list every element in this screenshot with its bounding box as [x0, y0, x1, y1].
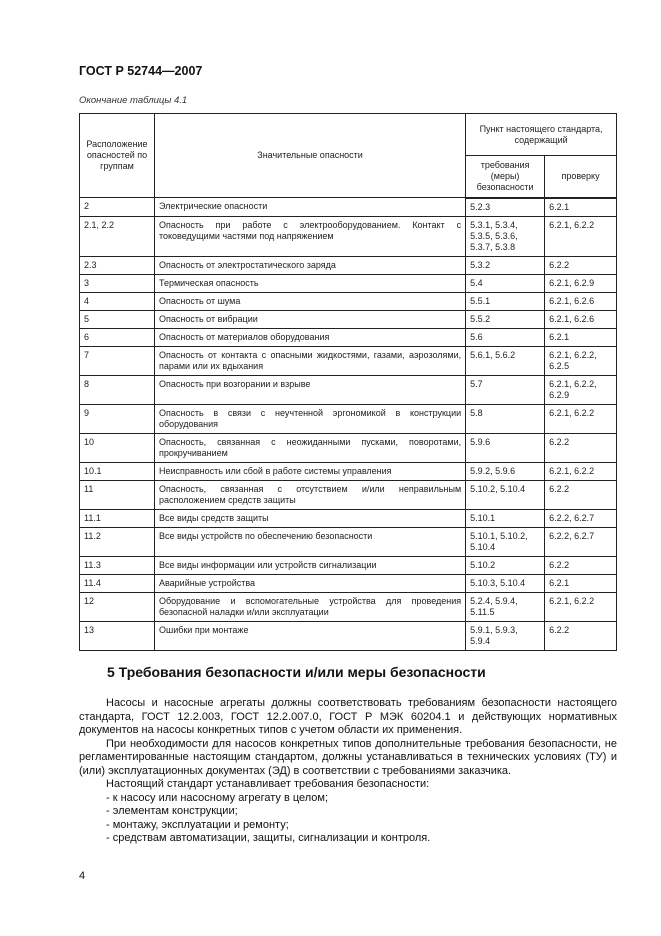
check-cell: 6.2.1, 6.2.2, 6.2.5 — [545, 346, 617, 375]
hazard-cell: Опасность от контакта с опасными жидкостями, газами, аэрозолями, парами или их вдыхания — [154, 346, 465, 375]
table-row — [80, 556, 617, 574]
hazard-cell: Опасность от материалов оборудования — [154, 328, 465, 346]
group-cell: 4 — [80, 292, 155, 310]
table-row — [80, 274, 617, 292]
check-cell: 6.2.2, 6.2.7 — [545, 527, 617, 556]
check-cell: 6.2.1 — [545, 328, 617, 346]
hazard-cell: Опасность, связанная с отсутствием и/или неправильным расположением средств защиты — [154, 480, 465, 509]
check-cell: 6.2.1, 6.2.2 — [545, 462, 617, 480]
group-cell: 9 — [80, 404, 155, 433]
paragraph: Настоящий стандарт устанавливает требования безопасности: — [106, 778, 430, 790]
requirements-cell: 5.4 — [466, 274, 545, 292]
check-cell: 6.2.1, 6.2.6 — [545, 292, 617, 310]
hazard-cell: Все виды средств защиты — [154, 509, 465, 527]
requirements-cell: 5.10.1, 5.10.2, 5.10.4 — [466, 527, 545, 556]
table-row — [80, 310, 617, 328]
hazard-cell: Опасность при работе с электрооборудованием. Контакт с токоведущими частями под напряжением — [154, 216, 465, 256]
requirements-cell: 5.6 — [466, 328, 545, 346]
group-cell: 5 — [80, 310, 155, 328]
requirements-cell: 5.5.1 — [466, 292, 545, 310]
requirements-cell: 5.3.2 — [466, 256, 545, 274]
group-cell: 8 — [80, 375, 155, 404]
hazard-cell: Термическая опасность — [154, 274, 465, 292]
table-row — [80, 527, 617, 556]
list-item: - средствам автоматизации, защиты, сигнализации и контроля. — [106, 832, 431, 844]
check-cell: 6.2.2 — [545, 256, 617, 274]
group-cell: 2 — [80, 198, 155, 217]
paragraph: При необходимости для насосов конкретных типов дополнительные требования безопасности, не регламентированные настоящим стандартом, должны устанавливаться в технических условиях (ТУ) и (или) эксплуатационных документах (ЭД) в соответствии с требованиями заказчика. — [79, 737, 617, 777]
table-row — [80, 433, 617, 462]
requirements-cell: 5.7 — [466, 375, 545, 404]
list-item: - монтажу, эксплуатации и ремонту; — [106, 818, 289, 831]
requirements-cell: 5.10.1 — [466, 509, 545, 527]
requirements-cell: 5.5.2 — [466, 310, 545, 328]
group-cell: 11.3 — [80, 556, 155, 574]
table-row — [80, 328, 617, 346]
requirements-cell: 5.6.1, 5.6.2 — [466, 346, 545, 375]
group-cell: 3 — [80, 274, 155, 292]
group-cell: 11.4 — [80, 574, 155, 592]
hazard-cell: Неисправность или сбой в работе системы управления — [154, 462, 465, 480]
requirements-cell: 5.9.1, 5.9.3, 5.9.4 — [466, 621, 545, 650]
hazard-cell: Опасность при возгорании и взрыве — [154, 375, 465, 404]
table-row — [80, 509, 617, 527]
table-row — [80, 404, 617, 433]
section-body — [79, 697, 617, 846]
check-cell: 6.2.1 — [545, 198, 617, 217]
col-header-clause: Пункт настоящего стандарта, содержащий — [466, 114, 617, 156]
page-number: 4 — [79, 870, 86, 882]
col-header-group: Расположение опасностей по группам — [80, 114, 155, 198]
group-cell: 11.2 — [80, 527, 155, 556]
paragraph: Насосы и насосные агрегаты должны соответствовать требованиям безопасности настоящего стандарта, ГОСТ 12.2.003, ГОСТ 12.2.007.0, ГОСТ Р МЭК 60204.1 и действующих нормативных документов на насосы конкретных типов с учетом области их применения. — [79, 697, 617, 736]
col-header-hazards: Значительные опасности — [154, 114, 465, 198]
group-cell: 2.3 — [80, 256, 155, 274]
check-cell: 6.2.2 — [545, 621, 617, 650]
check-cell: 6.2.1, 6.2.2 — [545, 592, 617, 621]
requirements-cell: 5.10.3, 5.10.4 — [466, 574, 545, 592]
group-cell: 12 — [80, 592, 155, 621]
group-cell: 6 — [80, 328, 155, 346]
check-cell: 6.2.2 — [545, 480, 617, 509]
group-cell: 10.1 — [80, 462, 155, 480]
check-cell: 6.2.2, 6.2.7 — [545, 509, 617, 527]
hazard-cell: Электрические опасности — [154, 198, 465, 217]
hazard-cell: Аварийные устройства — [154, 574, 465, 592]
check-cell: 6.2.2 — [545, 433, 617, 462]
check-cell: 6.2.1 — [545, 574, 617, 592]
section-heading: 5 Требования безопасности и/или меры безопасности — [107, 664, 486, 680]
table-row — [80, 621, 617, 650]
list-item: - к насосу или насосному агрегату в целом; — [106, 791, 329, 804]
hazard-cell: Опасность от электростатического заряда — [154, 256, 465, 274]
hazard-cell: Опасность от шума — [154, 292, 465, 310]
group-cell: 2.1, 2.2 — [80, 216, 155, 256]
check-cell: 6.2.2 — [545, 556, 617, 574]
col-header-check: проверку — [545, 156, 617, 198]
hazards-table — [79, 113, 617, 651]
hazard-cell: Все виды информации или устройств сигнализации — [154, 556, 465, 574]
table-row — [80, 346, 617, 375]
check-cell: 6.2.1, 6.2.9 — [545, 274, 617, 292]
col-header-requirements: требования (меры) безопасности — [466, 156, 545, 198]
hazard-cell: Опасность, связанная с неожиданными пусками, поворотами, прокручиванием — [154, 433, 465, 462]
check-cell: 6.2.1, 6.2.6 — [545, 310, 617, 328]
table-row — [80, 198, 617, 217]
group-cell: 11 — [80, 480, 155, 509]
group-cell: 13 — [80, 621, 155, 650]
table-row — [80, 292, 617, 310]
list-item: - элементам конструкции; — [106, 805, 238, 817]
table-row — [80, 480, 617, 509]
requirements-cell: 5.10.2, 5.10.4 — [466, 480, 545, 509]
hazard-cell: Оборудование и вспомогательные устройства для проведения безопасной наладки и/или эксплуатации — [154, 592, 465, 621]
table-row — [80, 462, 617, 480]
check-cell: 6.2.1, 6.2.2 — [545, 216, 617, 256]
hazard-cell: Ошибки при монтаже — [154, 621, 465, 650]
table-row — [80, 592, 617, 621]
requirements-cell: 5.8 — [466, 404, 545, 433]
hazard-cell: Опасность в связи с неучтенной эргономикой в конструкции оборудования — [154, 404, 465, 433]
table-row — [80, 375, 617, 404]
table-caption: Окончание таблицы 4.1 — [79, 95, 188, 106]
hazard-cell: Опасность от вибрации — [154, 310, 465, 328]
group-cell: 10 — [80, 433, 155, 462]
requirements-cell: 5.10.2 — [466, 556, 545, 574]
table-row — [80, 256, 617, 274]
table-row — [80, 574, 617, 592]
requirements-cell: 5.9.6 — [466, 433, 545, 462]
group-cell: 11.1 — [80, 509, 155, 527]
requirements-cell: 5.3.1, 5.3.4, 5.3.5, 5.3.6, 5.3.7, 5.3.8 — [466, 216, 545, 256]
group-cell: 7 — [80, 346, 155, 375]
table-row — [80, 216, 617, 256]
requirements-cell: 5.9.2, 5.9.6 — [466, 462, 545, 480]
document-header: ГОСТ Р 52744—2007 — [79, 64, 203, 78]
check-cell: 6.2.1, 6.2.2, 6.2.9 — [545, 375, 617, 404]
requirements-cell: 5.2.4, 5.9.4, 5.11.5 — [466, 592, 545, 621]
hazard-cell: Все виды устройств по обеспечению безопасности — [154, 527, 465, 556]
requirements-cell: 5.2.3 — [466, 198, 545, 217]
check-cell: 6.2.1, 6.2.2 — [545, 404, 617, 433]
